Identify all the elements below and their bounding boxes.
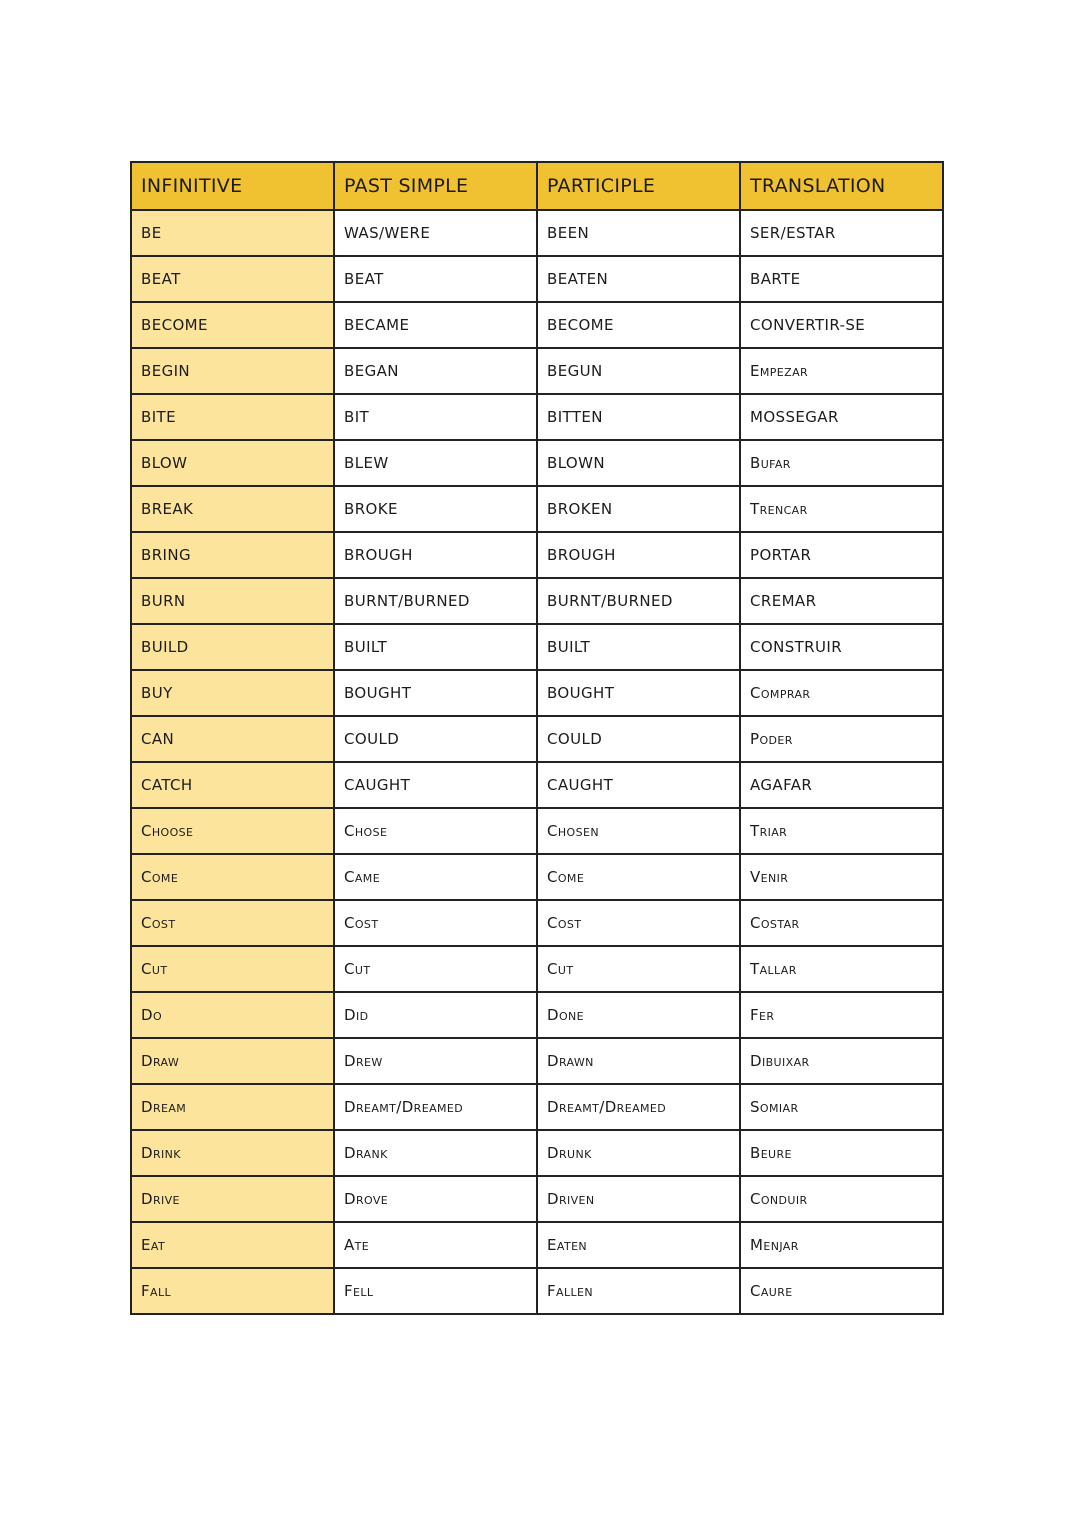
past-simple-cell: BOUGHT — [334, 670, 537, 716]
past-simple-cell: Did — [334, 992, 537, 1038]
table-body — [131, 210, 943, 1314]
infinitive-cell: Choose — [131, 808, 334, 854]
translation-cell: AGAFAR — [740, 762, 943, 808]
translation-cell: CONVERTIR-SE — [740, 302, 943, 348]
infinitive-cell: CATCH — [131, 762, 334, 808]
past-simple-cell: BEAT — [334, 256, 537, 302]
translation-cell: MOSSEGAR — [740, 394, 943, 440]
participle-cell: Come — [537, 854, 740, 900]
table-header — [131, 162, 943, 210]
header-translation: TRANSLATION — [740, 162, 943, 210]
past-simple-cell: BECAME — [334, 302, 537, 348]
table-row — [131, 992, 943, 1038]
translation-cell: CREMAR — [740, 578, 943, 624]
translation-cell: Fer — [740, 992, 943, 1038]
translation-cell: Caure — [740, 1268, 943, 1314]
infinitive-cell: Dream — [131, 1084, 334, 1130]
table-row — [131, 210, 943, 256]
participle-cell: BROUGH — [537, 532, 740, 578]
past-simple-cell: Chose — [334, 808, 537, 854]
past-simple-cell: BUILT — [334, 624, 537, 670]
table-row — [131, 624, 943, 670]
table-row — [131, 716, 943, 762]
infinitive-cell: BREAK — [131, 486, 334, 532]
participle-cell: BEATEN — [537, 256, 740, 302]
table-row — [131, 578, 943, 624]
translation-cell: SER/ESTAR — [740, 210, 943, 256]
table-row — [131, 1176, 943, 1222]
participle-cell: BITTEN — [537, 394, 740, 440]
translation-cell: Venir — [740, 854, 943, 900]
infinitive-cell: Eat — [131, 1222, 334, 1268]
past-simple-cell: BLEW — [334, 440, 537, 486]
participle-cell: BECOME — [537, 302, 740, 348]
infinitive-cell: CAN — [131, 716, 334, 762]
infinitive-cell: BUY — [131, 670, 334, 716]
participle-cell: Fallen — [537, 1268, 740, 1314]
table-row — [131, 946, 943, 992]
translation-cell: Tallar — [740, 946, 943, 992]
translation-cell: Menjar — [740, 1222, 943, 1268]
infinitive-cell: Draw — [131, 1038, 334, 1084]
past-simple-cell: BROKE — [334, 486, 537, 532]
table-row — [131, 1084, 943, 1130]
translation-cell: Dibuixar — [740, 1038, 943, 1084]
table-row — [131, 394, 943, 440]
participle-cell: Drawn — [537, 1038, 740, 1084]
table-row — [131, 1038, 943, 1084]
past-simple-cell: BEGAN — [334, 348, 537, 394]
infinitive-cell: BEAT — [131, 256, 334, 302]
infinitive-cell: Cost — [131, 900, 334, 946]
translation-cell: Costar — [740, 900, 943, 946]
infinitive-cell: Come — [131, 854, 334, 900]
past-simple-cell: Dreamt/Dreamed — [334, 1084, 537, 1130]
past-simple-cell: BIT — [334, 394, 537, 440]
table-row — [131, 532, 943, 578]
infinitive-cell: BLOW — [131, 440, 334, 486]
participle-cell: CAUGHT — [537, 762, 740, 808]
table-row — [131, 670, 943, 716]
table-row — [131, 440, 943, 486]
irregular-verbs-table — [130, 161, 944, 1315]
participle-cell: BROKEN — [537, 486, 740, 532]
table-row — [131, 854, 943, 900]
table-row — [131, 900, 943, 946]
participle-cell: Drunk — [537, 1130, 740, 1176]
header-participle: PARTICIPLE — [537, 162, 740, 210]
past-simple-cell: CAUGHT — [334, 762, 537, 808]
infinitive-cell: Drive — [131, 1176, 334, 1222]
infinitive-cell: BECOME — [131, 302, 334, 348]
participle-cell: Done — [537, 992, 740, 1038]
infinitive-cell: BE — [131, 210, 334, 256]
participle-cell: Dreamt/Dreamed — [537, 1084, 740, 1130]
table-row — [131, 1268, 943, 1314]
translation-cell: Trencar — [740, 486, 943, 532]
translation-cell: Triar — [740, 808, 943, 854]
translation-cell: Conduir — [740, 1176, 943, 1222]
header-row — [131, 162, 943, 210]
table-row — [131, 348, 943, 394]
table-row — [131, 1130, 943, 1176]
participle-cell: BUILT — [537, 624, 740, 670]
past-simple-cell: BROUGH — [334, 532, 537, 578]
infinitive-cell: BEGIN — [131, 348, 334, 394]
past-simple-cell: Fell — [334, 1268, 537, 1314]
past-simple-cell: WAS/WERE — [334, 210, 537, 256]
table-row — [131, 1222, 943, 1268]
table-row — [131, 256, 943, 302]
translation-cell: Beure — [740, 1130, 943, 1176]
past-simple-cell: Came — [334, 854, 537, 900]
infinitive-cell: Do — [131, 992, 334, 1038]
translation-cell: Bufar — [740, 440, 943, 486]
participle-cell: Cost — [537, 900, 740, 946]
header-infinitive: INFINITIVE — [131, 162, 334, 210]
participle-cell: BEGUN — [537, 348, 740, 394]
table-row — [131, 808, 943, 854]
translation-cell: PORTAR — [740, 532, 943, 578]
participle-cell: BEEN — [537, 210, 740, 256]
translation-cell: CONSTRUIR — [740, 624, 943, 670]
participle-cell: BOUGHT — [537, 670, 740, 716]
infinitive-cell: BURN — [131, 578, 334, 624]
infinitive-cell: Drink — [131, 1130, 334, 1176]
infinitive-cell: BRING — [131, 532, 334, 578]
participle-cell: COULD — [537, 716, 740, 762]
translation-cell: Empezar — [740, 348, 943, 394]
past-simple-cell: Drove — [334, 1176, 537, 1222]
participle-cell: Chosen — [537, 808, 740, 854]
past-simple-cell: Ate — [334, 1222, 537, 1268]
table-row — [131, 486, 943, 532]
translation-cell: Somiar — [740, 1084, 943, 1130]
infinitive-cell: BUILD — [131, 624, 334, 670]
participle-cell: Driven — [537, 1176, 740, 1222]
table-row — [131, 762, 943, 808]
past-simple-cell: Drew — [334, 1038, 537, 1084]
past-simple-cell: Cut — [334, 946, 537, 992]
past-simple-cell: COULD — [334, 716, 537, 762]
header-past-simple: PAST SIMPLE — [334, 162, 537, 210]
participle-cell: Eaten — [537, 1222, 740, 1268]
translation-cell: Comprar — [740, 670, 943, 716]
translation-cell: Poder — [740, 716, 943, 762]
participle-cell: Cut — [537, 946, 740, 992]
infinitive-cell: Fall — [131, 1268, 334, 1314]
participle-cell: BURNT/BURNED — [537, 578, 740, 624]
past-simple-cell: BURNT/BURNED — [334, 578, 537, 624]
participle-cell: BLOWN — [537, 440, 740, 486]
infinitive-cell: Cut — [131, 946, 334, 992]
past-simple-cell: Cost — [334, 900, 537, 946]
past-simple-cell: Drank — [334, 1130, 537, 1176]
infinitive-cell: BITE — [131, 394, 334, 440]
translation-cell: BARTE — [740, 256, 943, 302]
table-row — [131, 302, 943, 348]
